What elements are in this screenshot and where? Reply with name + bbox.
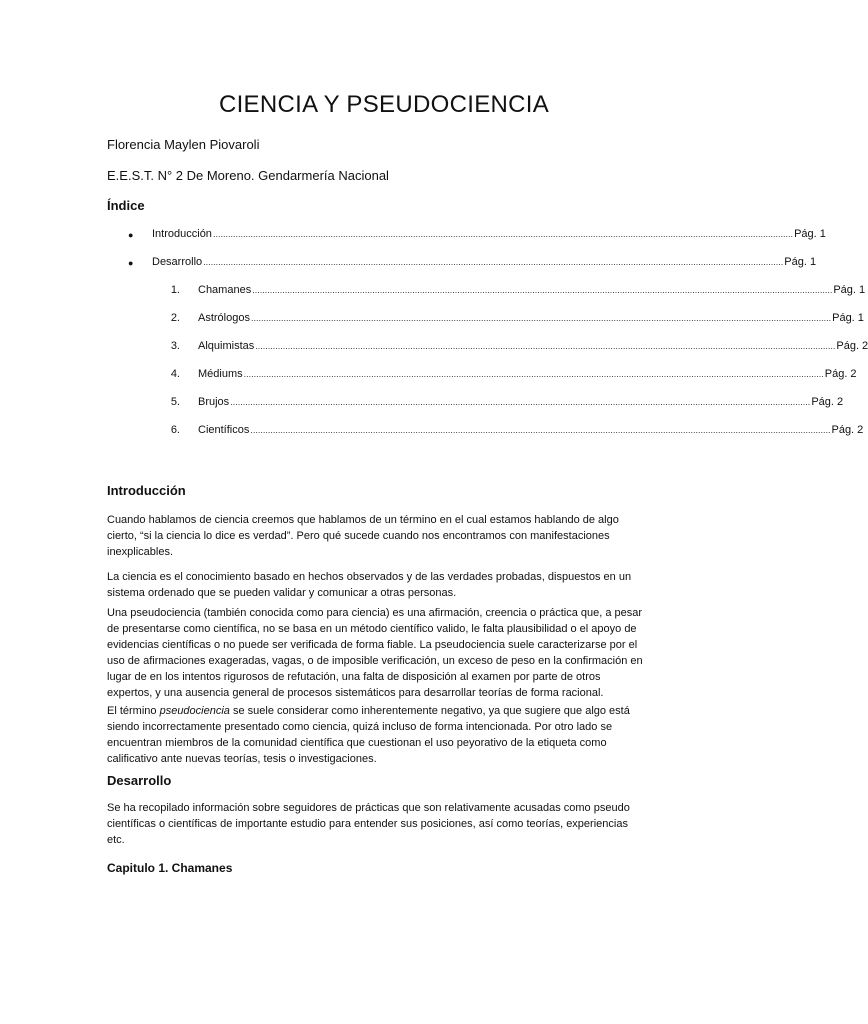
toc-label: Alquimistas [198,340,255,352]
toc-leader: ........................................................................................................................................................................................................................................ [250,425,831,435]
bullet-icon: ● [128,258,134,268]
text-line: lugar de en los intentos rigurosos de refutación, una falta de disposición al examen por parte de otros [107,671,601,683]
toc-page: Pág. 1 [794,228,826,240]
toc-leader: ........................................................................................................................................................................................................................................ [252,285,833,295]
intro-paragraph-3 [107,605,655,701]
toc-leader: ........................................................................................................................................................................................................................................ [203,257,784,267]
text-line: inexplicables. [107,546,174,558]
toc-label: Introducción [152,228,212,240]
text-line: encuentran miembros de la comunidad científica que cuestionan el uso peyorativo de la etiqueta como [107,737,607,749]
toc-page: Pág. 2 [824,368,857,380]
text-line: La ciencia es el conocimiento basado en hechos observados y de las verdades probadas, dispuestos en un [107,571,632,583]
toc-page: Pág. 1 [784,256,817,268]
text-line: uso de afirmaciones exageradas, vagas, o de imposible verificación, un exceso de peso en la confirmación en [107,655,643,667]
toc-entry-introduccion[interactable] [128,228,826,242]
toc-page: Pág. 1 [833,284,866,296]
toc-number: 3. [170,340,180,352]
toc-leader: ........................................................................................................................................................................................................................................ [255,341,836,351]
toc-entry-brujos[interactable] [170,396,844,410]
toc-leader: ........................................................................................................................................................................................................................................ [250,313,832,323]
index-heading: Índice [107,198,145,213]
desarrollo-heading: Desarrollo [107,773,172,788]
text-line: Cuando hablamos de ciencia creemos que hablamos de un término en el cual estamos hablando de algo [107,514,619,526]
text-fragment: se suele considerar como inherentemente negativo, ya que sugiere que algo está [229,705,630,717]
text-line: cierto, “si la ciencia lo dice es verdad”. Pero qué sucede cuando nos encontramos con manifestaciones [107,530,610,542]
text-line: evidencias científicas o no puede ser verificada de forma fiable. La pseudociencia suele caracterizarse por el [107,639,638,651]
toc-page: Pág. 2 [831,424,864,436]
text-line: calificativo ante nuevas teorías, tesis o investigaciones. [107,753,377,765]
toc-label: Médiums [198,368,243,380]
text-line: etc. [107,834,125,846]
toc-entry-astrologos[interactable] [170,312,864,326]
author-name: Florencia Maylen Piovaroli [107,137,260,152]
toc-entry-mediums[interactable] [170,368,857,382]
toc-leader: ........................................................................................................................................................................................................................................ [230,397,811,407]
text-line: de presentarse como científica, no se basa en un método científico valido, le falta plausibilidad o el apoyo de [107,623,637,635]
toc-entry-desarrollo[interactable] [128,256,817,270]
toc-number: 1. [170,284,180,296]
toc-label: Astrólogos [198,312,250,324]
toc-page: Pág. 2 [811,396,844,408]
italic-term: pseudociencia [159,705,230,717]
text-line: expertos, y una ausencia general de procesos sistemáticos para desarrollar teorías de forma racional. [107,687,604,699]
toc-label: Científicos [198,424,250,436]
toc-page: Pág. 2 [836,340,868,352]
intro-paragraph-4 [107,703,655,767]
toc-entry-cientificos[interactable] [170,424,864,438]
toc-number: 4. [170,368,180,380]
toc-leader: ........................................................................................................................................................................................................................................ [243,369,824,379]
toc-entry-chamanes[interactable] [170,284,866,298]
intro-paragraph-1 [107,512,655,560]
introduccion-heading: Introducción [107,483,186,498]
toc-label: Chamanes [198,284,252,296]
text-fragment: El término [107,705,160,717]
toc-number: 2. [170,312,180,324]
school-name: E.E.S.T. N° 2 De Moreno. Gendarmería Nacional [107,168,389,183]
desarrollo-paragraph-1 [107,800,655,848]
toc-number: 6. [170,424,180,436]
toc-leader: ........................................................................................................................................................................................................................................ [212,229,794,239]
toc-entry-alquimistas[interactable] [170,340,868,354]
toc-number: 5. [170,396,180,408]
text-line: sistema ordenado que se pueden validar y comunicar a otras personas. [107,587,457,599]
toc-label: Desarrollo [152,256,203,268]
toc-label: Brujos [198,396,230,408]
text-line [107,703,655,719]
document-title: CIENCIA Y PSEUDOCIENCIA [218,91,550,118]
text-line: científicas o científicas de importante estudio para entender sus posiciones, así como teorías, experiencias [107,818,628,830]
chapter-1-heading: Capitulo 1. Chamanes [107,861,233,875]
bullet-icon: ● [128,230,134,240]
toc-page: Pág. 1 [832,312,864,324]
text-line: siendo incorrectamente presentado como ciencia, quizá incluso de forma intencionada. Por otro lado se [107,721,613,733]
intro-paragraph-2 [107,569,655,601]
text-line: Se ha recopilado información sobre seguidores de prácticas que son relativamente acusadas como pseudo [107,802,630,814]
text-line: Una pseudociencia (también conocida como para ciencia) es una afirmación, creencia o práctica que, a pesar [107,607,643,619]
